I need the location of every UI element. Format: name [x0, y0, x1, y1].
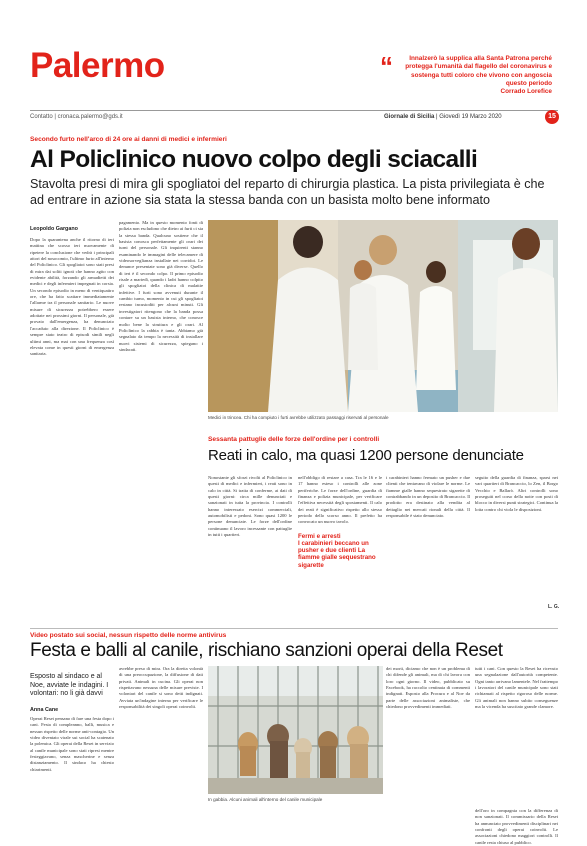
quote-text: Innalzerò la supplica alla Santa Patrona perché protegga l'umanità dal flagello del coronavirus e sostenga tutti coloro che vivono con angoscia questo periodo	[405, 55, 552, 87]
article2-title: Reati in calo, ma quasi 1200 persone denunciate	[208, 447, 524, 464]
article1-photo	[208, 220, 558, 412]
issue-date: Giovedì 19 Marzo 2020	[439, 114, 502, 120]
article3-column-1: Operai Reset pensano di fare una festa dopo i cani. Festa di compleanno, balli, musica e nessun rispetto delle norme anti-contagio. Un video diventato virale sui social ha scatenato la polemica. Gli operai della Reset in servizio al canile municipale sono stati ripresi mentre festeggiavano, senza mascherine e senza distanziamento. Il sindaco ha chiesto chiarimenti.	[30, 716, 114, 772]
paper-info: Giornale di Sicilia | Giovedì 19 Marzo 2020	[384, 114, 502, 120]
article1-kicker: Secondo furto nell'arco di 24 ore ai danni di medici e infermieri	[30, 136, 227, 143]
article2-column-3: i carabinieri hanno fermato un pusher e due clienti che tentavano di violare le norme. Le fiamme gialle hanno sequestrato sigarette di contrabbando in un deposito di Brancaccio. Il prodotto era destinato alla vendita al dettaglio nei mercati rionali della città. Il responsabile è stato denunciato.	[386, 475, 470, 519]
article1-column-2: pagamento. Ma in questo momento fonti di polizia non escludono che dietro ai furti ci sia la stessa banda. Qualcuno sostiene che il basista conosca perfettamente gli orari dei turni del personale. Gli inquirenti stanno esaminando le immagini delle telecamere di videosorveglianza installate nei corridoi. Le denunce presentate sono già diverse. Quello di ieri è il secondo colpo. Il primo episodio risale a martedì, quando i ladri hanno colpito gli spogliatoi della clinica di malattie infettive. I furti sono avvenuti durante il cambio turno, momento in cui gli spogliatoi restano incustoditi per alcuni minuti. Gli investigatori ritengono che la banda possa contare su un basista interno, che conosce molto bene la struttura e gli orari. Al Policlinico la rabbia è tanta. Abbiamo già segnalato da tempo la necessità di installare nuovi sistemi di sicurezza, spiegano i sindacati.	[119, 220, 203, 352]
paper-name: Giornale di Sicilia	[384, 114, 435, 120]
article3-subtitle: Esposto al sindaco e al Noe, avviate le indagini. I volontari: no li già davvi	[30, 673, 109, 698]
article3-caption: In gabbia. Alcuni animali all'interno del canile municipale	[208, 797, 323, 802]
article3-kicker: Video postato sui social, nessun rispetto delle norme antivirus	[30, 632, 227, 639]
sidebox-title: I carabinieri beccano un pusher e due clienti La fiamme gialle sequestrano sigarette	[298, 540, 376, 569]
section-title: Palermo	[30, 46, 165, 85]
article2-column-2: nell'obbligo di restare a casa. Tra le 16 e le 17 hanno esteso i controlli alle zone periferiche. Le forze dell'ordine, guardia di finanza e polizia municipale, per verificare l'effettiva necessità degli spostamenti. Il calo dei reati è significativo rispetto allo stesso periodo dello scorso anno. Il prefetto ha convocato un nuovo tavolo.	[298, 475, 382, 525]
article3-column-3: dei morti, diciamo che non è un problema di chi difende gli animali, ma di chi lavora con loro ogni giorno. Il video, pubblicato su Facebook, ha raccolto centinaia di commenti indignati. Esposto alla Procura e al Noe da parte delle associazioni animaliste, che chiedono provvedimenti immediati.	[386, 666, 470, 710]
article3-photo	[208, 666, 383, 794]
quote-author: Corrado Lorefice	[500, 88, 552, 96]
article2-column-4: seguito della guardia di finanza, sparsi nei vari quartieri di Brancaccio, lo Zen, il Borgo Vecchio e Ballarò. Altri controlli sono proseguiti nel corso della notte con posti di blocco in diversi punti strategici. Continua la lotta contro chi viola le disposizioni.	[475, 475, 558, 512]
quote-icon: “	[380, 51, 393, 81]
article1-title: Al Policlinico nuovo colpo degli sciacalli	[30, 146, 478, 173]
article1-author: Leopoldo Gargano	[30, 226, 78, 232]
article3-column-5: dell'oro in compagnia con la differenza di non sanzionati. Il commissario della Reset ha annunciato provvedimenti disciplinari nei confronti degli operai coinvolti. Le associazioni chiedono maggiori controlli. Il canile resta chiuso al pubblico.	[475, 808, 558, 845]
article3-author: Anna Cane	[30, 707, 59, 713]
page-number: 15	[545, 110, 559, 124]
article3-column-2: avrebbe preso di mira. Ora la diretta volontà di una preoccupazione, la diffusione di dati privati. Animali in cucina. Gli operai non rispettavano nessuna delle misure previste. I volontari del canile si sono detti indignati. Avviata un'indagine interna per verificare le responsabilità dei singoli operai coinvolti.	[119, 666, 203, 710]
article3-column-4: tutti i cani. Con questo la Reset ha ricevuto una segnalazione dall'autorità competente. Ogni tanto arrivano lamentele. Nel frattempo i lavoratori del canile municipale sono stati richiamati al rispetto rigoroso delle norme. Gli animali non hanno subito conseguenze ma la vicenda ha suscitato grande clamore.	[475, 666, 558, 710]
article2-signoff: L. G.	[548, 604, 560, 610]
article1-subtitle: Stavolta presi di mira gli spogliatoi del reparto di chirurgia plastica. La pista privilegiata è che ad entrare in azione sia stata la stessa banda con un basista molto bene informato	[30, 177, 545, 207]
sidebox-kicker: Fermi e arresti	[298, 533, 341, 540]
header-quote	[402, 55, 552, 96]
article1-column-1: Dopo la quarantena anche il ritorno di ieri mattina che scosso ieri nuovamente di ripetere la conclusione che vedrà i principali attori del nosocomio, l'ultimo furto all'interno del Policlinico. Gli spogliatoi sono stati presi di mira dai soliti ignoti che hanno agito con evidente abilità, forzando gli armadietti dei medici e degli infermieri impegnati in corsia. Un secondo episodio in meno di ventiquattro ore, che ha fatto scattare immediatamente l'allarme tra il personale sanitario. Le nuove misure di sicurezza potrebbero essere adottate nei prossimi giorni. Il personale, già provato dall'emergenza, ha denunciato l'accaduto alla direzione. Il Policlinico è sempre stato teatro di episodi simili negli ultimi anni, ma mai con una frequenza così elevata come in questi giorni di emergenza sanitaria.	[30, 237, 114, 357]
article1-caption: Medici in trincea. Chi ha compiuto i furti avrebbe utilizzato passaggi riservati al personale	[208, 415, 389, 420]
header-divider	[30, 110, 558, 111]
article2-kicker: Sessanta pattuglie delle forze dell'ordine per i controlli	[208, 436, 380, 443]
section-divider	[30, 628, 558, 629]
contact-info: Contatto | cronaca.palermo@gds.it	[30, 114, 123, 120]
article3-title: Festa e balli al canile, rischiano sanzioni operai della Reset	[30, 640, 503, 661]
article2-column-1: Nonostante gli sforzi rivolti al Policlinico in questi di medici e infermieri, i reati sono in calo in città. Si tratta di conferme, ai dati di questi giorni: circa mille denunciati e sanzionati in tutta la provincia. I controlli hanno interessato esercizi commerciali, automobilisti e pedoni. Sono quasi 1200 le persone denunciate. Le forze dell'ordine continuano il lavoro incessante con pattuglie in tutti i quartieri.	[208, 475, 292, 538]
article2-sidebox	[298, 533, 384, 569]
